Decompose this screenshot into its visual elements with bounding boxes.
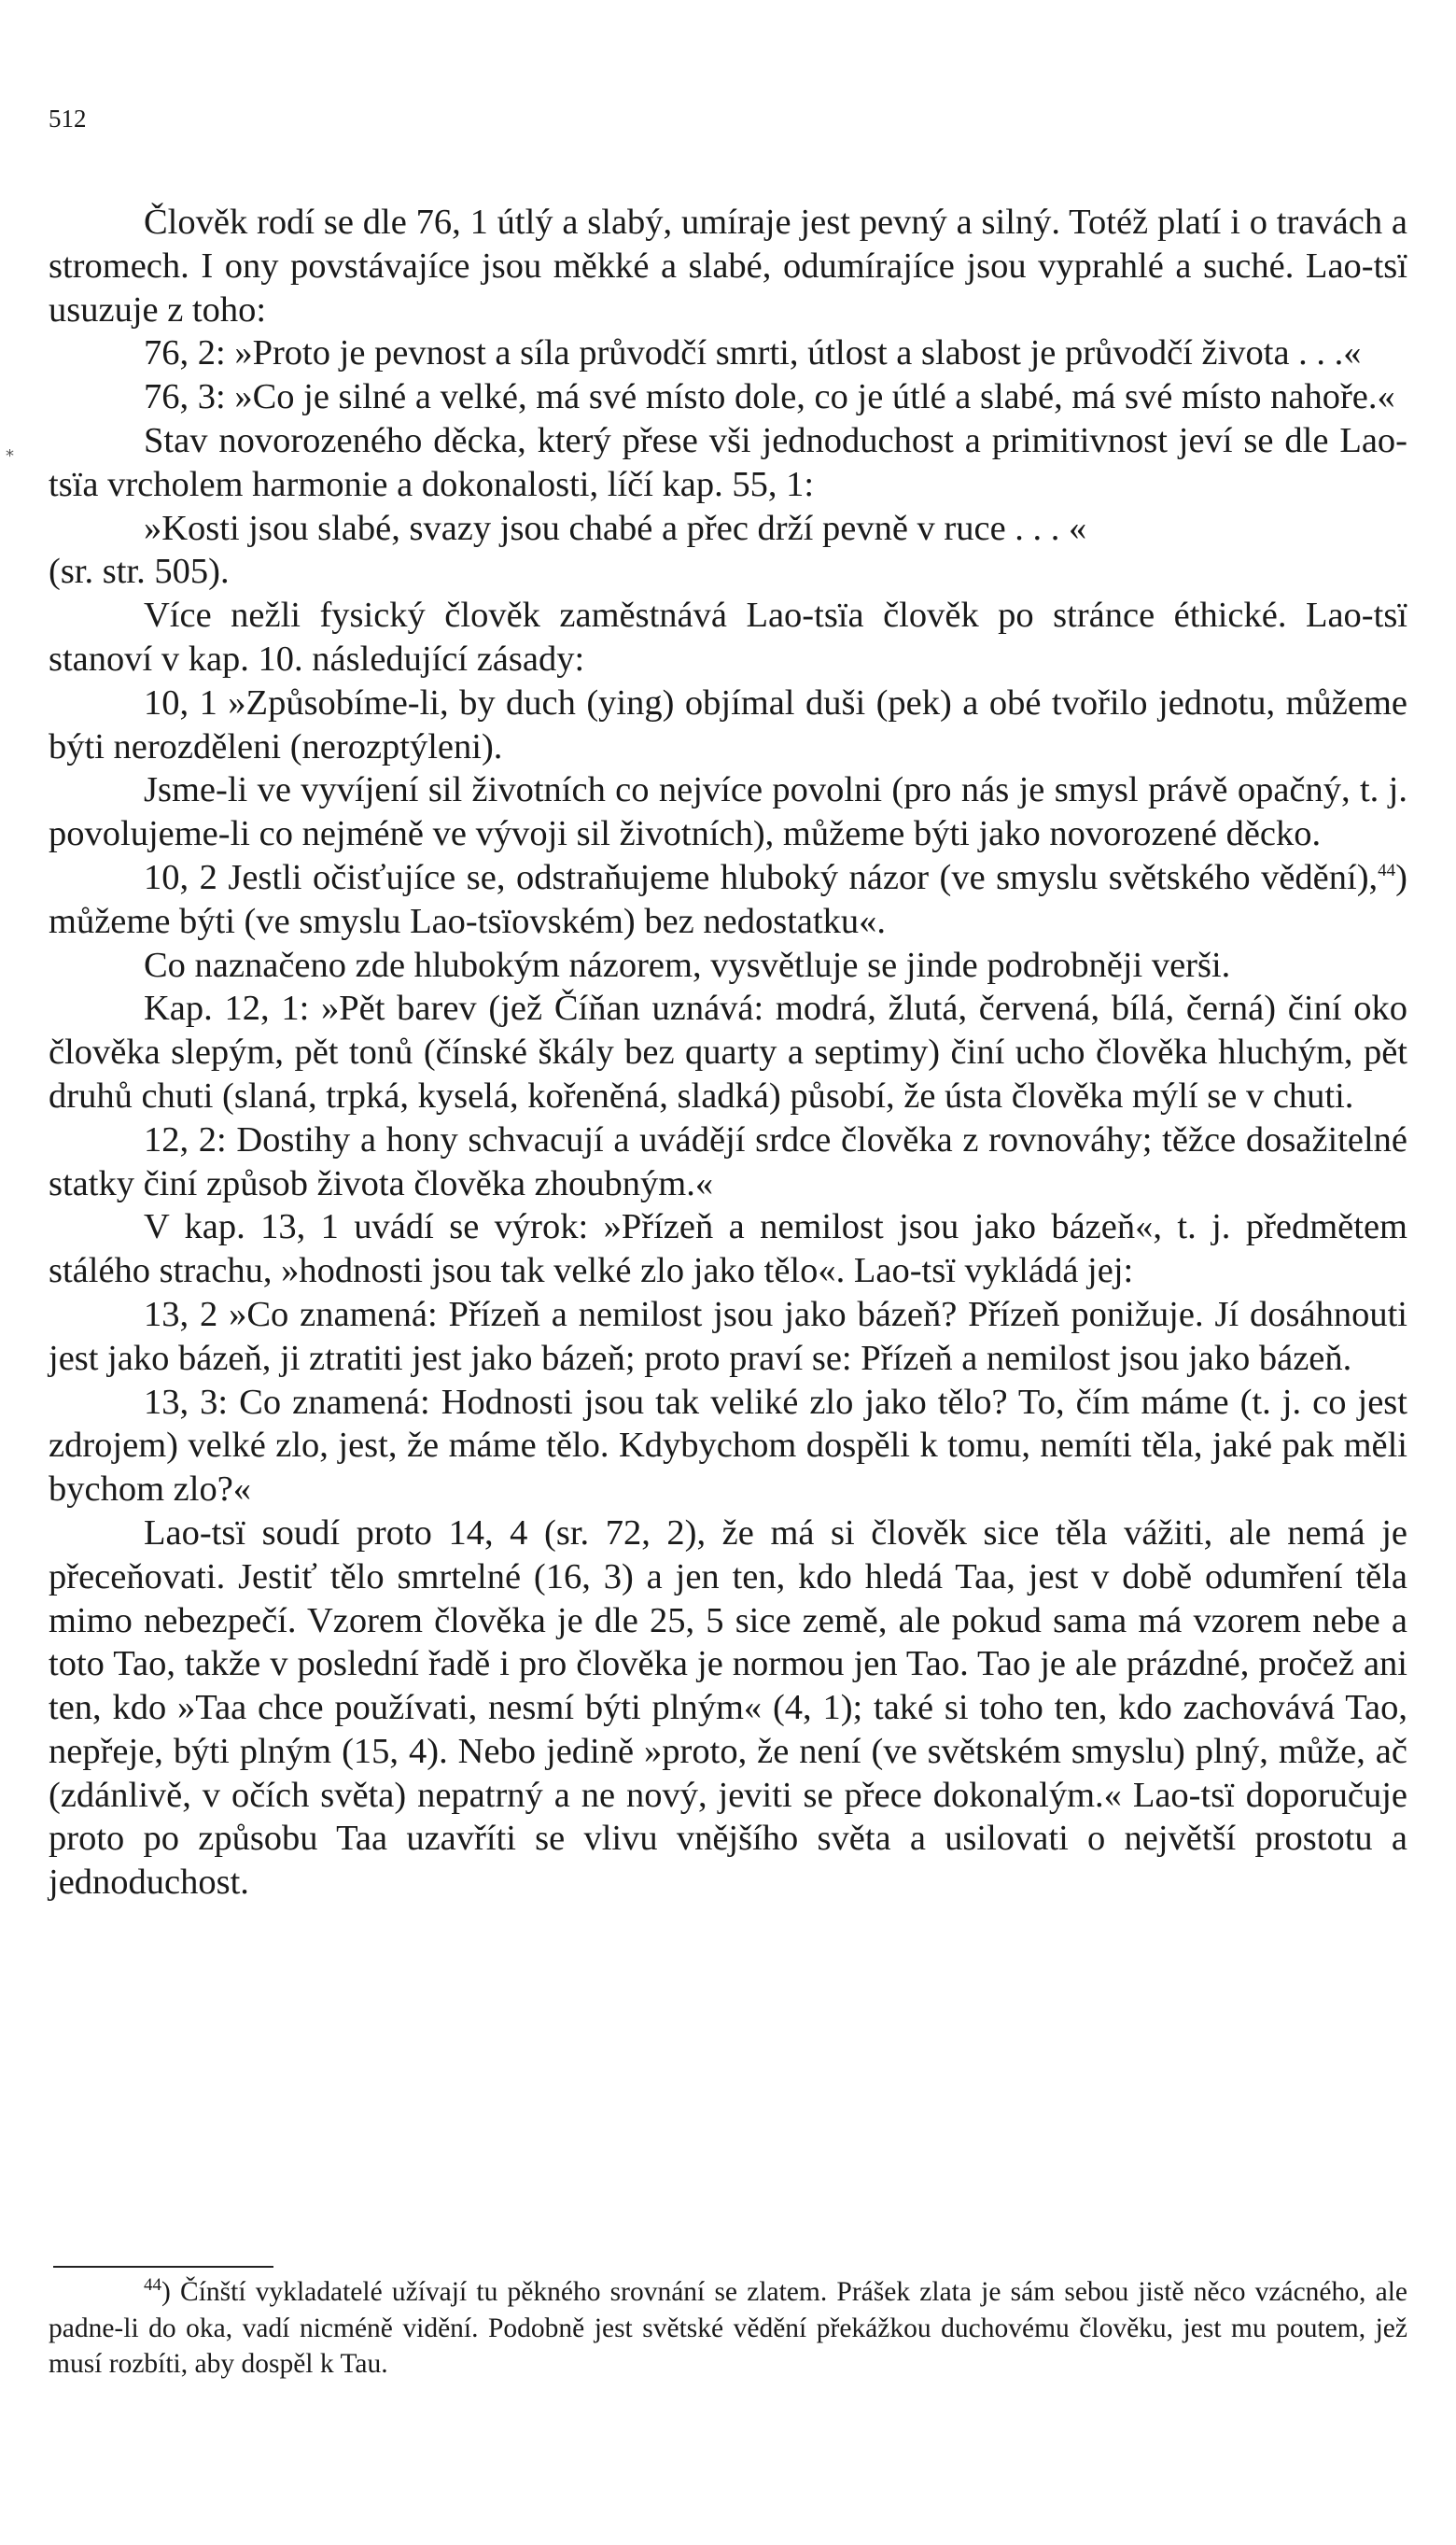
footnote-text: ) Čínští vykladatelé užívají tu pěkného srovnání se zlatem. Prášek zlata je sám sebou jistě něco vzácného, ale padne-li do oka, vadí nicméně vidění. Podobně jest světské vědění překážkou duchovému člověku, jest mu poutem, jež musí rozbíti, aby dospěl k Tau. xyxy=(49,2277,1407,2379)
paragraph-continuation: (sr. str. 505). xyxy=(49,552,230,592)
quote-paragraph: Jsme-li ve vyvíjení sil životních co nejvíce povolni (pro nás je smysl právě opačný, t. j. povolujeme-li co nejméně ve vývoji sil životních), můžeme býti jako novorozené děcko. xyxy=(49,770,1407,854)
quote-paragraph: 76, 2: »Proto je pevnost a síla průvodčí smrti, útlost a slabost je průvodčí života . . .« xyxy=(144,333,1362,373)
paragraph-text-after-ref: ) můžeme býti (ve smyslu Lao-tsïovském) bez nedostatku«. xyxy=(49,857,1407,941)
quote-paragraph: 13, 3: Co znamená: Hodnosti jsou tak veliké zlo jako tělo? To, čím máme (t. j. co jest zdrojem) velké zlo, jest, že máme tělo. Kdybychom dospěli k tomu, nemíti těla, jaké pak měli bychom zlo?« xyxy=(49,1382,1407,1510)
paragraph: Lao-tsï soudí proto 14, 4 (sr. 72, 2), že má si člověk sice těla vážiti, ale nemá je přeceňovati. Jestiť tělo smrtelné (16, 3) a jen ten, kdo hledá Taa, jest v době odumření těla mimo nebezpečí. Vzorem člověka je dle 25, 5 sice země, ale pokud sama má vzorem nebe a toto Tao, takže v poslední řadě i pro člověka je normou jen Tao. Tao je ale prázdné, pročež ani ten, kdo »Taa chce používati, nesmí býti plným« (4, 1); také si toho ten, kdo zachovává Tao, nepřeje, býti plným (15, 4). Nebo jedině »proto, že není (ve světském smyslu) plný, může, ač (zdánlivě, v očích světa) nepatrný a ne nový, jeviti se přece dokonalým.« Lao-tsï doporučuje proto po způsobu Taa uzavříti se vlivu vnějšího světa a usilovati o největší prostotu a jednoduchost. xyxy=(49,1512,1407,1903)
margin-mark: * xyxy=(6,446,14,466)
paragraph: Člověk rodí se dle 76, 1 útlý a slabý, umíraje jest pevný a silný. Totéž platí i o travách a stromech. I ony povstávajíce jsou měkké a slabé, odumírajíce jsou vyprahlé a suché. Lao-tsï usuzuje z toho: xyxy=(49,203,1407,330)
quote-paragraph: 12, 2: Dostihy a hony schvacují a uvádějí srdce člověka z rovnováhy; těžce dosažitelné statky činí způsob života člověka zhoubným.« xyxy=(49,1119,1407,1203)
paragraph-text: 10, 2 Jestli očisťujíce se, odstraňujeme hluboký názor (ve smyslu světského vědění), xyxy=(144,857,1379,897)
footnote-reference[interactable]: 44 xyxy=(1378,861,1396,881)
quote-paragraph: Kap. 12, 1: »Pět barev (jež Číňan uznává: modrá, žlutá, červená, bílá, černá) činí oko člověka slepým, pět tonů (čínské škály bez quarty a septimy) činí ucho člověka hluchým, pět druhů chuti (slaná, trpká, kyselá, kořeněná, sladká) působí, že ústa člověka mýlí se v chuti. xyxy=(49,989,1407,1116)
footnote xyxy=(49,2274,1407,2383)
paragraph: Co naznačeno zde hlubokým názorem, vysvětluje se jinde podrobněji verši. xyxy=(144,945,1231,985)
body-text xyxy=(49,201,1407,1905)
page-number: 512 xyxy=(49,105,87,133)
quote-paragraph: 10, 1 »Způsobíme-li, by duch (ying) objímal duši (pek) a obé tvořilo jednotu, můžeme býti nerozděleni (nerozptýleni). xyxy=(49,682,1407,766)
quote-paragraph-with-footnote xyxy=(49,856,1407,944)
paragraph: V kap. 13, 1 uvádí se výrok: »Přízeň a nemilost jsou jako bázeň«, t. j. předmětem stálého strachu, »hodnosti jsou tak velké zlo jako tělo«. Lao-tsï vykládá jej: xyxy=(49,1207,1407,1291)
quote-paragraph: 76, 3: »Co je silné a velké, má své místo dole, co je útlé a slabé, má své místo nahoře.« xyxy=(144,377,1395,417)
footnote-marker: 44 xyxy=(144,2275,161,2296)
quote-paragraph: 13, 2 »Co znamená: Přízeň a nemilost jsou jako bázeň? Přízeň ponižuje. Jí dosáhnouti jest jako bázeň, ji ztratiti jest jako bázeň; proto praví se: Přízeň a nemilost jsou jako bázeň. xyxy=(49,1294,1407,1378)
paragraph: Stav novorozeného děcka, který přese vši jednoduchost a primitivnost jeví se dle Lao-tsïa vrcholem harmonie a dokonalosti, líčí kap. 55, 1: xyxy=(49,420,1407,504)
footnote-divider xyxy=(53,2266,273,2268)
paragraph: Více nežli fysický člověk zaměstnává Lao-tsïa člověk po stránce éthické. Lao-tsï stanoví v kap. 10. následující zásady: xyxy=(49,596,1407,679)
quote-paragraph: »Kosti jsou slabé, svazy jsou chabé a přec drží pevně v ruce . . . « xyxy=(144,508,1087,548)
